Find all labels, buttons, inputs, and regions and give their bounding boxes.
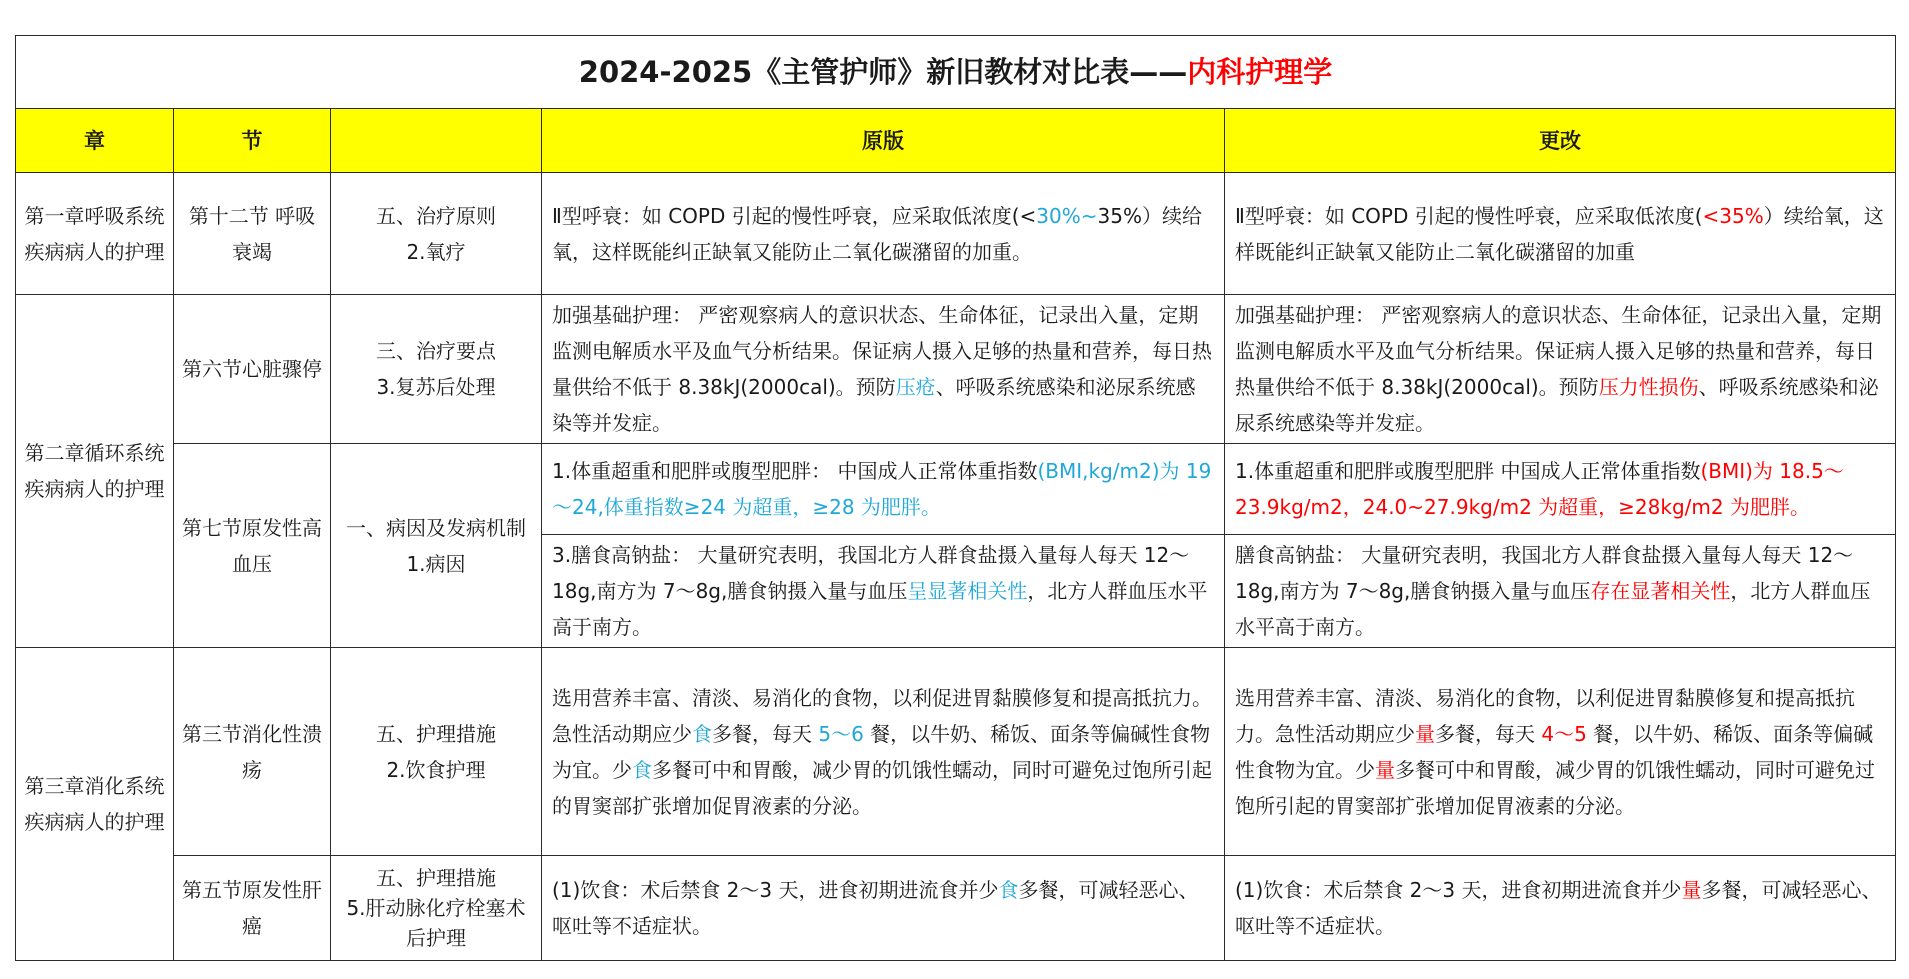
table-row xyxy=(16,173,1896,295)
old-highlight: 食 xyxy=(998,878,1019,902)
new-highlight: 量 xyxy=(1415,721,1435,746)
new-text-cell xyxy=(1225,535,1896,648)
point-cell xyxy=(331,444,542,648)
table-row xyxy=(16,295,1896,444)
header-chapter: 章 xyxy=(16,109,174,173)
new-text: (1)饮食：术后禁食 2～3 天，进食初期进流食并少 xyxy=(1235,878,1682,902)
new-text: ）续给氧，这样既能纠正缺氧又能防止二氧化碳潴留的加重 xyxy=(1235,203,1884,264)
new-text: ，北方人群血压水平高于南方。 xyxy=(1235,579,1871,639)
new-text-cell xyxy=(1225,173,1896,295)
old-text: 多餐，每天 xyxy=(712,721,819,746)
new-text: 多餐，可减轻恶心、呕吐等不适症状。 xyxy=(1235,878,1882,938)
old-text-cell xyxy=(542,856,1225,961)
title-accent: 内科护理学 xyxy=(1187,55,1333,89)
new-text-cell xyxy=(1225,648,1896,856)
header-old: 原版 xyxy=(542,109,1225,173)
old-text: (1)饮食：术后禁食 2～3 天，进食初期进流食并少 xyxy=(552,878,999,902)
new-highlight: 4～5 xyxy=(1541,721,1587,746)
old-text: 、呼吸系统感染和泌尿系统感染等并发症。 xyxy=(552,375,1196,435)
section-cell: 第七节原发性高血压 xyxy=(174,444,331,648)
point-line: 一、病因及发病机制 xyxy=(346,515,526,540)
old-text: 1.体重超重和肥胖或腹型肥胖： 中国成人正常体重指数 xyxy=(552,459,1038,483)
chapter-cell: 第一章呼吸系统疾病病人的护理 xyxy=(16,173,174,295)
old-highlight: 呈显著相关性 xyxy=(907,579,1028,603)
point-line: 1.病因 xyxy=(406,551,466,576)
old-text: 选用营养丰富、清淡、易消化的食物，以利促进胃黏膜修复和提高抵抗力。急性活动期应少 xyxy=(552,685,1212,746)
new-text: 多餐可中和胃酸，减少胃的饥饿性蠕动，同时可避免过饱所引起的胃窦部扩张增加促胃液素的分泌。 xyxy=(1235,757,1875,818)
header-new: 更改 xyxy=(1225,109,1896,173)
table-row xyxy=(16,444,1896,535)
old-highlight: 30%~ xyxy=(1036,203,1098,228)
point-cell xyxy=(331,173,542,295)
new-text-cell xyxy=(1225,444,1896,535)
old-text: 餐，以牛奶、稀饭、面条等偏碱性食物为宜。少 xyxy=(552,721,1211,782)
point-cell xyxy=(331,295,542,444)
old-highlight: (BMI,kg/m2)为 19～24,体重指数≥24 为超重，≥28 为肥胖。 xyxy=(552,459,1212,519)
new-highlight: 存在显著相关性 xyxy=(1590,579,1731,603)
header-point xyxy=(331,109,542,173)
old-text: 3.膳食高钠盐： 大量研究表明，我国北方人群食盐摄入量每人每天 12～18g,南方为 7～8g,膳食钠摄入量与血压 xyxy=(552,543,1190,603)
table-row xyxy=(16,856,1896,961)
new-text-cell xyxy=(1225,856,1896,961)
point-line: 5.肝动脉化疗栓塞术后护理 xyxy=(346,896,526,950)
point-cell xyxy=(331,856,542,961)
new-text: 加强基础护理： 严密观察病人的意识状态、生命体征，记录出入量，定期监测电解质水平及血气分析结果。保证病人摄入足够的热量和营养，每日热量供给不低于 8.38kJ(2000cal)。预防 xyxy=(1235,303,1882,399)
point-line: 3.复苏后处理 xyxy=(376,375,496,399)
header-row xyxy=(16,109,1896,173)
point-line: 五、护理措施 xyxy=(376,721,496,746)
old-text: 多餐，可减轻恶心、呕吐等不适症状。 xyxy=(552,878,1199,938)
new-text: 1.体重超重和肥胖或腹型肥胖 中国成人正常体重指数 xyxy=(1235,459,1701,483)
point-line: 2.氧疗 xyxy=(406,239,466,264)
point-line: 2.饮食护理 xyxy=(386,757,486,782)
new-highlight: 量 xyxy=(1375,757,1395,782)
new-text: 选用营养丰富、清淡、易消化的食物，以利促进胃黏膜修复和提高抵抗力。急性活动期应少 xyxy=(1235,685,1855,746)
old-text: 35%）续给氧，这样既能纠正缺氧又能防止二氧化碳潴留的加重。 xyxy=(552,203,1202,264)
point-line: 三、治疗要点 xyxy=(376,339,496,363)
new-text-cell xyxy=(1225,295,1896,444)
new-text: 餐，以牛奶、稀饭、面条等偏碱性食物为宜。少 xyxy=(1235,721,1874,782)
header-section: 节 xyxy=(174,109,331,173)
old-text: ，北方人群血压水平高于南方。 xyxy=(552,579,1208,639)
old-text-cell xyxy=(542,444,1225,535)
old-highlight: 5～6 xyxy=(818,721,864,746)
old-text-cell xyxy=(542,648,1225,856)
old-text: 加强基础护理： 严密观察病人的意识状态、生命体征，记录出入量，定期监测电解质水平及血气分析结果。保证病人摄入足够的热量和营养，每日热量供给不低于 8.38kJ(2000cal)。预防 xyxy=(552,303,1212,399)
section-cell: 第三节消化性溃疡 xyxy=(174,648,331,856)
section-cell: 第六节心脏骤停 xyxy=(174,295,331,444)
point-line: 五、治疗原则 xyxy=(376,203,496,228)
old-highlight: 压疮 xyxy=(895,375,936,399)
new-highlight: 压力性损伤 xyxy=(1598,375,1699,399)
old-highlight: 食 xyxy=(692,721,712,746)
title-main: 2024-2025《主管护师》新旧教材对比表—— xyxy=(578,55,1188,89)
new-highlight: 量 xyxy=(1681,878,1702,902)
new-text: 、呼吸系统感染和泌尿系统感染等并发症。 xyxy=(1235,375,1879,435)
old-text: 多餐可中和胃酸，减少胃的饥饿性蠕动，同时可避免过饱所引起的胃窦部扩张增加促胃液素的分泌。 xyxy=(552,757,1212,818)
old-text: Ⅱ型呼衰：如 COPD 引起的慢性呼衰，应采取低浓度(< xyxy=(552,203,1037,228)
old-text-cell xyxy=(542,535,1225,648)
old-text-cell xyxy=(542,173,1225,295)
new-highlight: (BMI)为 18.5～23.9kg/m2，24.0~27.9kg/m2 为超重，≥28kg/m2 为肥胖。 xyxy=(1235,459,1844,519)
new-highlight: <35% xyxy=(1702,203,1764,228)
table-title xyxy=(16,36,1896,109)
section-cell: 第十二节 呼吸衰竭 xyxy=(174,173,331,295)
section-cell: 第五节原发性肝癌 xyxy=(174,856,331,961)
title-row xyxy=(16,36,1896,109)
new-text: 膳食高钠盐： 大量研究表明，我国北方人群食盐摄入量每人每天 12～18g,南方为 7～8g,膳食钠摄入量与血压 xyxy=(1235,543,1854,603)
point-cell xyxy=(331,648,542,856)
table-row xyxy=(16,648,1896,856)
old-highlight: 食 xyxy=(632,757,652,782)
new-text: 多餐，每天 xyxy=(1435,721,1542,746)
chapter-cell: 第二章循环系统疾病病人的护理 xyxy=(16,295,174,648)
new-text: Ⅱ型呼衰：如 COPD 引起的慢性呼衰，应采取低浓度( xyxy=(1235,203,1703,228)
old-text-cell xyxy=(542,295,1225,444)
comparison-sheet xyxy=(15,35,1895,961)
point-line: 五、护理措施 xyxy=(376,866,496,890)
comparison-table xyxy=(15,35,1896,961)
chapter-cell: 第三章消化系统疾病病人的护理 xyxy=(16,648,174,961)
